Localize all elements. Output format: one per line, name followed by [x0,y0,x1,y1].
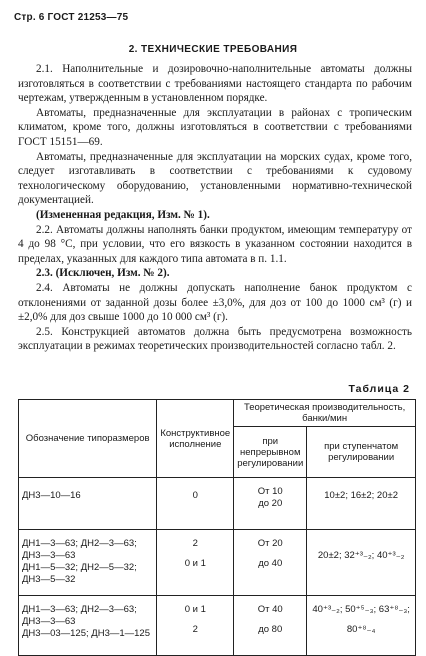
header-designation: Обозначение типоразмеров [19,400,157,478]
cell-continuous: От 10 [257,486,283,497]
cell-design: 0 и 1 [184,604,206,615]
cell-design: 0 [192,490,198,501]
cell-designation: ДН1—5—32; ДН2—5—32; [22,562,137,573]
paragraph: 2.5. Конструкцией автоматов должна быть предусмотрена возможность эксплуатации в режимах теоретических производительностей согласно табл. 2. [18,325,412,353]
page-header: Стр. 6 ГОСТ 21253—75 [14,12,129,23]
table-row [19,596,416,656]
table-row [19,530,416,596]
cell-continuous: до 20 [258,498,283,509]
cell-stepped: 10±2; 16±2; 20±2 [324,490,399,501]
document-body [18,62,412,354]
cell-continuous: От 40 [257,604,283,615]
cell-continuous: От 20 [257,538,283,549]
cell-design: 2 [192,538,198,549]
cell-designation: ДН3—03—125; ДН3—1—125 [22,628,150,639]
performance-table [18,399,416,656]
cell-design: 0 и 1 [184,558,206,569]
paragraph: 2.4. Автоматы не должны допускать наполнение банок продуктом с отклонениями от заданной дозы более ±3,0%, для доз от 100 до 1000 см³ (г) и ±2,0% для доз свыше 1000 до 10 000 см³ (г). [18,281,412,324]
cell-designation: ДН3—5—32 [22,574,76,585]
amendment-note: (Измененная редакция, Изм. № 1). [36,208,210,221]
amendment-note: 2.3. (Исключен, Изм. № 2). [36,267,170,280]
section-title: 2. ТЕХНИЧЕСКИЕ ТРЕБОВАНИЯ [128,44,298,55]
cell-designation: ДН3—10—16 [22,490,81,501]
header-continuous: при непрерывном регулировании [234,427,307,478]
paragraph: Автоматы, предназначенные для эксплуатации на морских судах, кроме того, следует изготавливать в соответствии с требованиями к судовому технологическому оборудованию, установленными нормативно-технической документацией. [18,150,412,207]
table-row [19,478,416,530]
cell-design: 2 [192,624,198,635]
header-performance: Теоретическая производительность, банки/мин [234,400,416,427]
table-caption: Таблица 2 [348,383,410,395]
header-stepped: при ступенчатом регулировании [307,427,416,478]
cell-designation: ДН3—3—63 [22,550,76,561]
cell-designation: ДН3—3—63 [22,616,76,627]
paragraph: Автоматы, предназначенные для эксплуатации в районах с тропическим климатом, кроме того, должны изготовляться в соответствии с требованиями ГОСТ 15151—69. [18,106,412,148]
cell-stepped: 80⁺⁸₋₄ [346,624,376,635]
header-design: Конструктивное исполнение [157,400,234,478]
cell-continuous: до 40 [258,558,283,569]
paragraph: 2.2. Автоматы должны наполнять банки продуктом, имеющим температуру от 4 до 98 °С, при условии, что его вязкость в указанном состоянии находится в пределах, указанных для каждого типа автомата в п. 1.1. [18,223,412,265]
cell-designation: ДН1—3—63; ДН2—3—63; [22,538,137,549]
cell-continuous: до 80 [258,624,283,635]
cell-designation: ДН1—3—63; ДН2—3—63; [22,604,137,615]
cell-stepped: 20±2; 32⁺³₋₂; 40⁺³₋₂ [317,550,405,561]
cell-stepped: 40⁺³₋₂; 50⁺⁵₋₃; 63⁺⁸₋₃; [312,604,410,615]
paragraph: 2.1. Наполнительные и дозировочно-наполнительные автоматы должны изготовляться в соответствии с требованиями настоящего стандарта по рабочим чертежам, утвержденным в установленном порядке. [18,63,412,105]
